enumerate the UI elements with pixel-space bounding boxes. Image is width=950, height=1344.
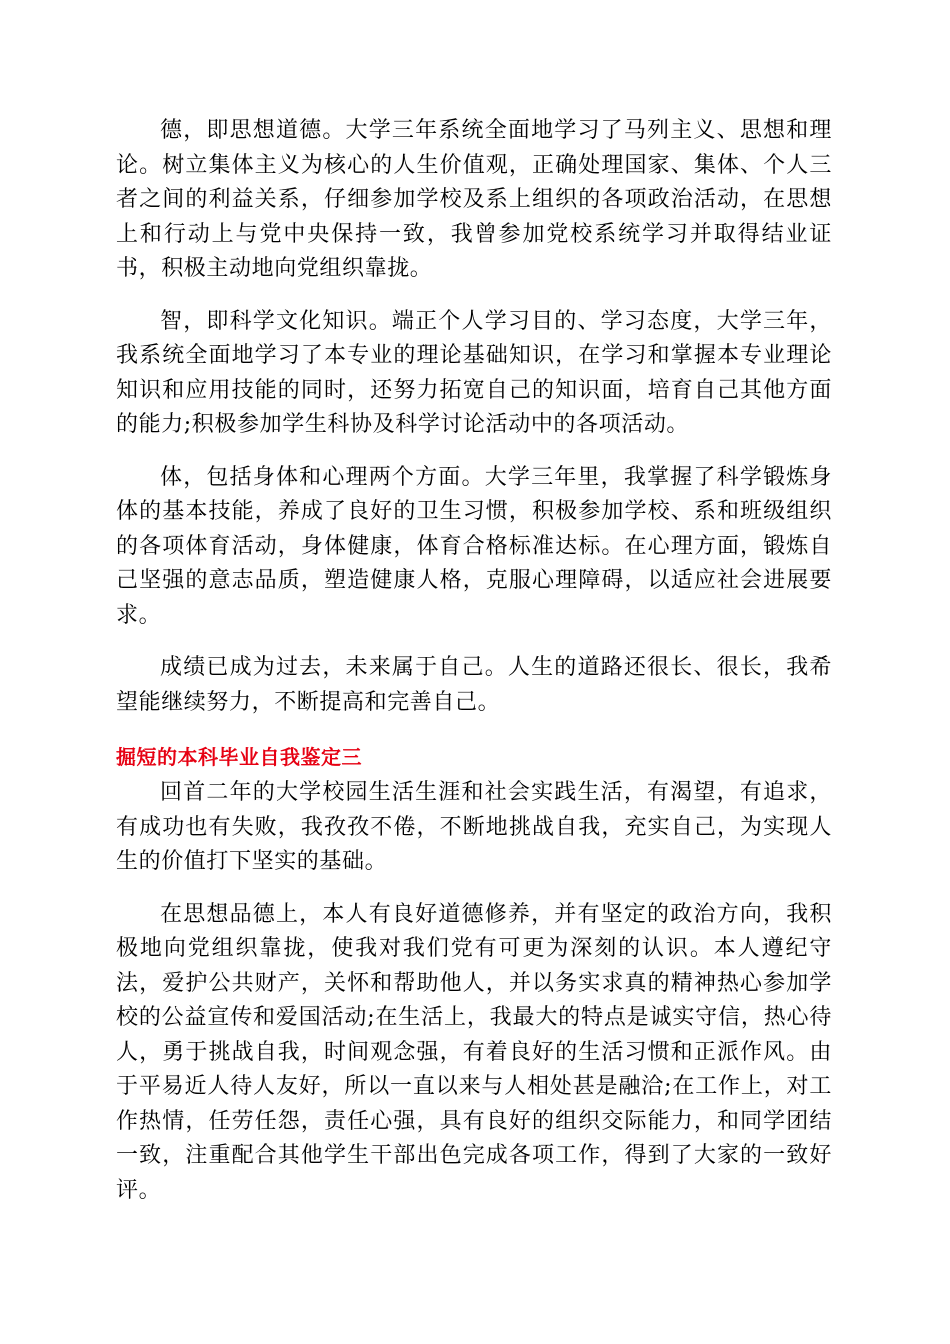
document-page bbox=[116, 114, 832, 1226]
section-heading: 掘短的本科毕业自我鉴定三 bbox=[116, 745, 362, 769]
paragraph-physical: 体，包括身体和心理两个方面。大学三年里，我掌握了科学锻炼身体的基本技能，养成了良好的卫生习惯，积极参加学校、系和班级组织的各项体育活动，身体健康，体育合格标准达标。在心理方面，锻炼自己坚强的意志品质，塑造健康人格，克服心理障碍，以适应社会进展要求。 bbox=[116, 464, 832, 628]
paragraph-moral: 德，即思想道德。大学三年系统全面地学习了马列主义、思想和理论。树立集体主义为核心的人生价值观，正确处理国家、集体、个人三者之间的利益关系，仔细参加学校及系上组织的各项政治活动，在思想上和行动上与党中央保持一致，我曾参加党校系统学习并取得结业证书，积极主动地向党组织靠拢。 bbox=[116, 118, 832, 281]
paragraph-character: 在思想品德上，本人有良好道德修养，并有坚定的政治方向，我积极地向党组织靠拢，使我对我们党有可更为深刻的认识。本人遵纪守法，爱护公共财产，关怀和帮助他人，并以务实求真的精神热心参加学校的公益宣传和爱国活动;在生活上，我最大的特点是诚实守信，热心待人，勇于挑战自我，时间观念强，有着良好的生活习惯和正派作风。由于平易近人待人友好，所以一直以来与人相处甚是融洽;在工作上，对工作热情，任劳任怨，责任心强，具有良好的组织交际能力，和同学团结一致，注重配合其他学生干部出色完成各项工作，得到了大家的一致好评。 bbox=[116, 901, 832, 1203]
paragraph-future: 成绩已成为过去，未来属于自己。人生的道路还很长、很长，我希望能继续努力，不断提高和完善自己。 bbox=[116, 655, 832, 715]
paragraph-knowledge: 智，即科学文化知识。端正个人学习目的、学习态度，大学三年，我系统全面地学习了本专业的理论基础知识，在学习和掌握本专业理论知识和应用技能的同时，还努力拓宽自己的知识面，培育自己其他方面的能力;积极参加学生科协及科学讨论活动中的各项活动。 bbox=[116, 308, 832, 437]
paragraph-review: 回首二年的大学校园生活生涯和社会实践生活，有渴望，有追求，有成功也有失败，我孜孜不倦，不断地挑战自我，充实自己，为实现人生的价值打下坚实的基础。 bbox=[116, 780, 832, 874]
